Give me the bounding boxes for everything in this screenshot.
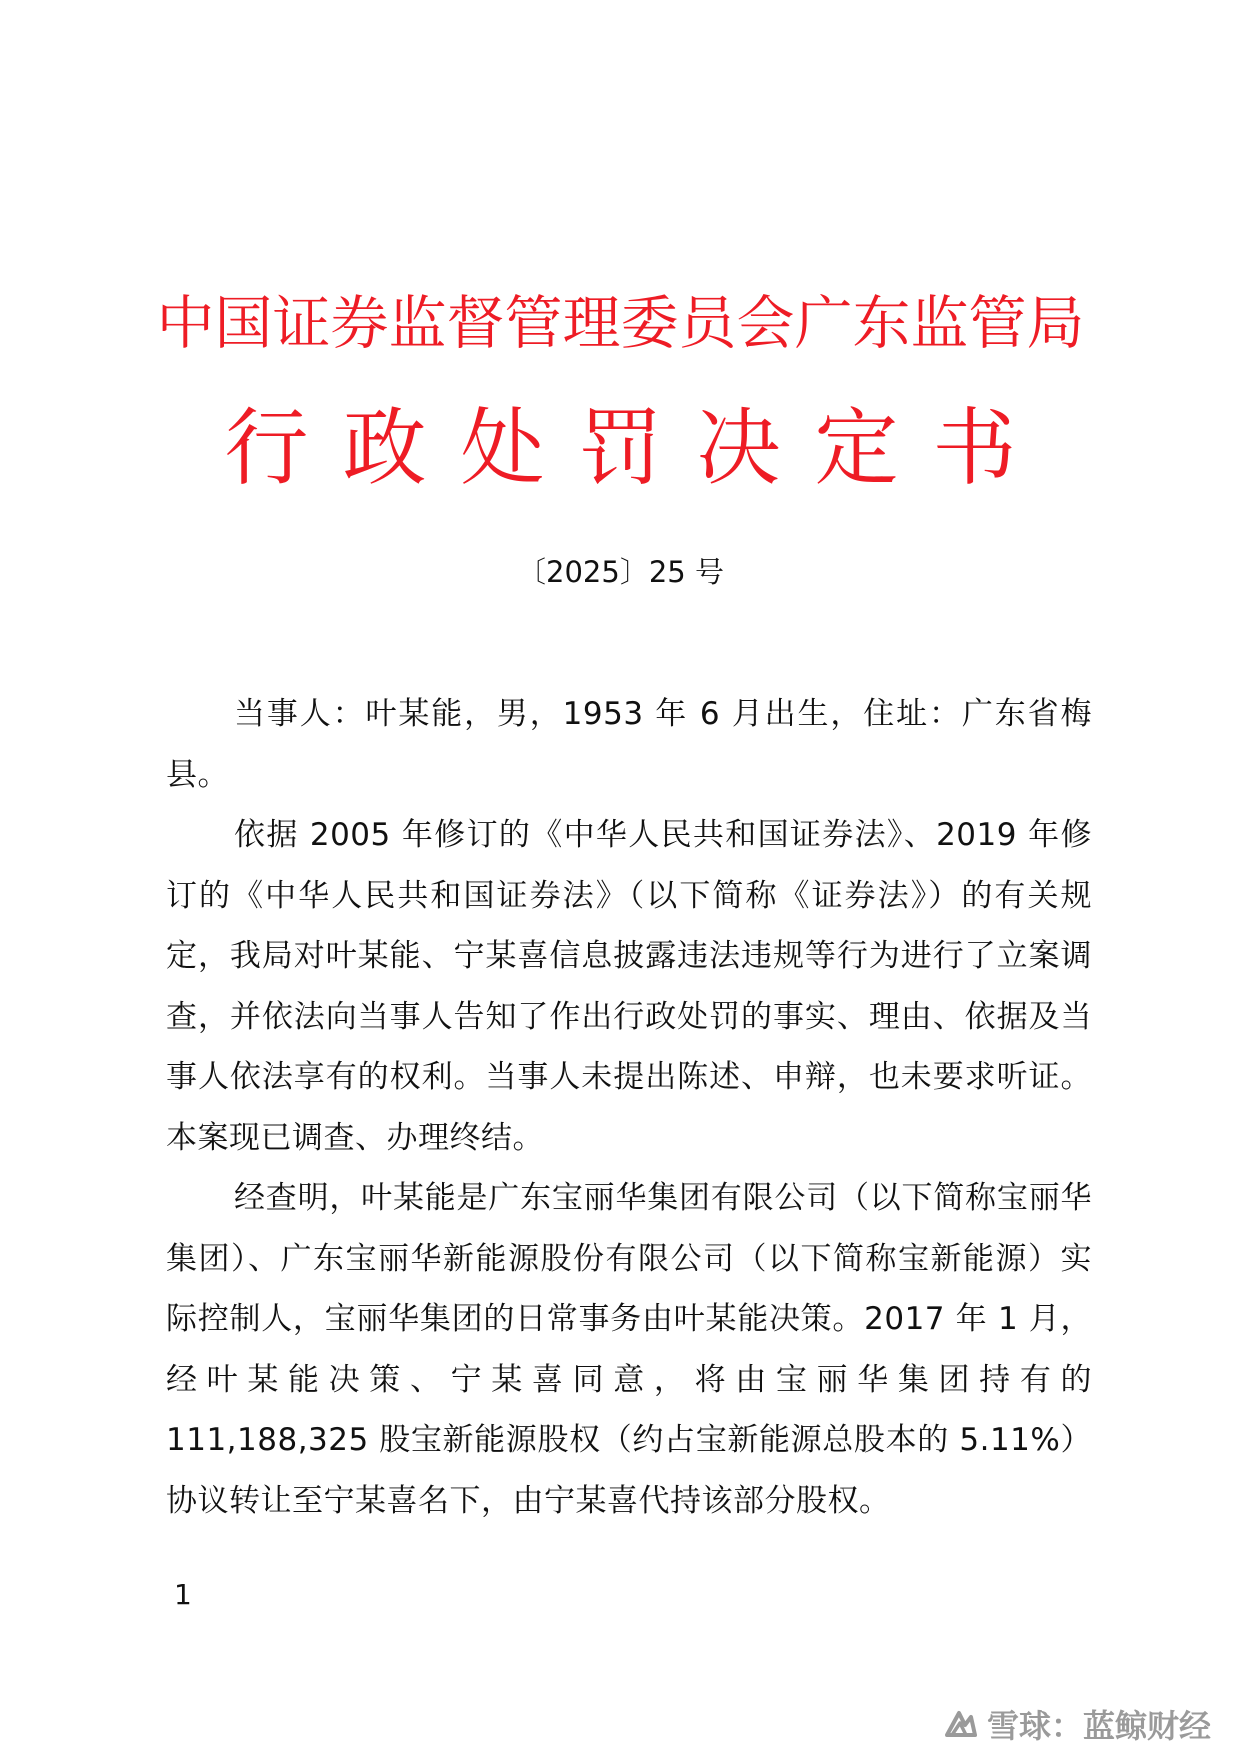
issuing-authority-title: 中国证券监督管理委员会广东监管局	[156, 289, 1085, 357]
paragraph-legal-basis: 依据 2005 年修订的《中华人民共和国证券法》、2019 年修订的《中华人民共和国证券法》（以下简称《证券法》）的有关规定，我局对叶某能、宁某喜信息披露违法违规等行为进行了立案调查，并依法向当事人告知了作出行政处罚的事实、理由、依据及当事人依法享有的权利。当事人未提出陈述、申辩，也未要求听证。本案现已调查、办理终结。	[166, 817, 1092, 1156]
document-type-title: 行政处罚决定书	[224, 399, 1051, 497]
document-number: 〔2025〕25 号	[517, 555, 724, 589]
paragraph-party-info: 当事人：叶某能，男，1953 年 6 月出生，住址：广东省梅县。	[166, 696, 1092, 793]
page-number: 1	[174, 1578, 192, 1611]
document-body	[166, 684, 1092, 1531]
xueqiu-snowball-logo-icon	[941, 1705, 979, 1743]
watermark-text: 雪球：蓝鲸财经	[986, 1707, 1211, 1745]
watermark	[941, 1702, 1211, 1746]
paragraph-findings: 经查明，叶某能是广东宝丽华集团有限公司（以下简称宝丽华集团）、广东宝丽华新能源股份有限公司（以下简称宝新能源）实际控制人，宝丽华集团的日常事务由叶某能决策。2017 年 1 月，经叶某能决策、宁某喜同意，将由宝丽华集团持有的 111,188,325 股宝新能源股权（约占宝新能源总股本的 5.11%）协议转让至宁某喜名下，由宁某喜代持该部分股权。	[166, 1180, 1092, 1519]
